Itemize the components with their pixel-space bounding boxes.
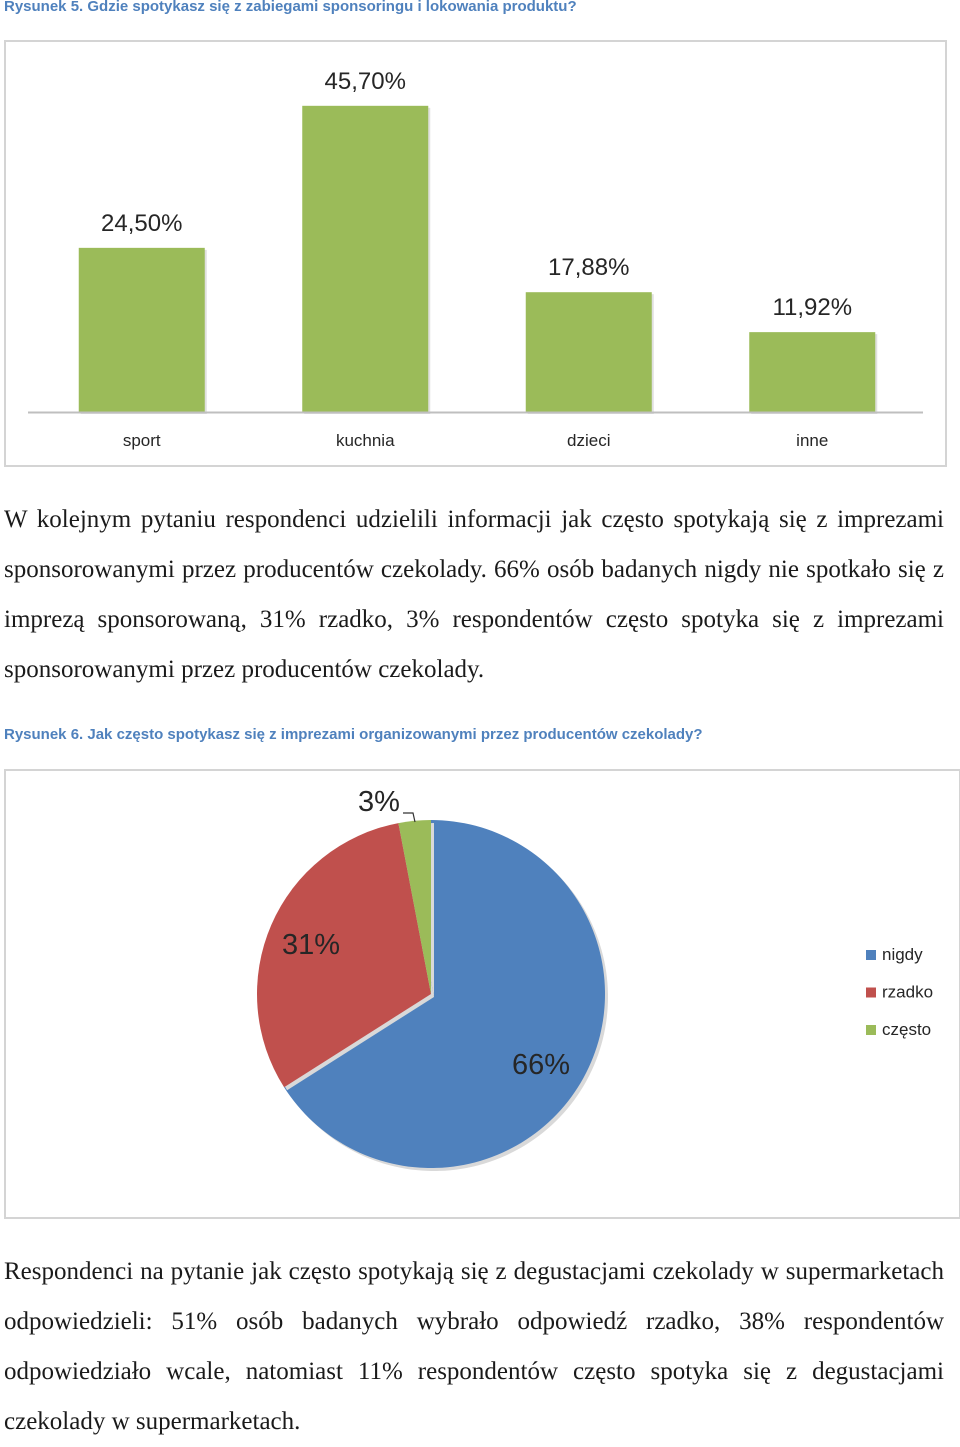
pie-chart <box>4 769 960 1219</box>
category-label: sport <box>122 431 161 450</box>
bar-sport <box>79 248 205 412</box>
paragraph-1: W kolejnym pytaniu respondenci udzielili informacji jak często spotykają się z imprezami sponsorowanymi przez producentów czekolady. 66% osób badanych nigdy nie spotkało się z imprezą sponsorowaną, 31% rzadko, 3% respondentów często spotyka się z imprezami sponsorowanymi przez producentów czekolady. <box>4 506 944 683</box>
category-label: inne <box>796 431 829 450</box>
leader-line <box>403 813 415 822</box>
legend-label: często <box>882 1020 932 1039</box>
bar-value-label: 11,92% <box>772 294 853 322</box>
pie-chart-svg <box>6 771 959 1217</box>
legend-label: rzadko <box>882 982 934 1002</box>
bar-dzieci <box>526 292 652 412</box>
bar-value-label: 17,88% <box>548 254 630 282</box>
bar-chart-svg <box>6 42 945 465</box>
category-label: dzieci <box>567 431 611 450</box>
legend-swatch-rzadko <box>866 988 876 998</box>
figure-6-caption: Rysunek 6. Jak często spotykasz się z imprezami organizowanymi przez producentów czekolady? <box>4 726 703 743</box>
bar-value-label: 45,70% <box>324 67 406 95</box>
pie-value-label: 3% <box>358 786 400 818</box>
figure-5-caption: Rysunek 5. Gdzie spotykasz się z zabiegami sponsoringu i lokowania produktu? <box>4 0 577 15</box>
paragraph-2: Respondenci na pytanie jak często spotykają się z degustacjami czekolady w supermarketach odpowiedzieli: 51% osób badanych wybrało odpowiedź rzadko, 38% respondentów odpowiedziało wcale, natomiast 11% respondentów często spotyka się z degustacjami czekolady w supermarketach. <box>4 1258 944 1435</box>
bar-inne <box>749 332 875 412</box>
bar-value-label: 24,50% <box>101 209 183 237</box>
legend-swatch-często <box>866 1025 876 1035</box>
pie-value-label: 31% <box>281 929 341 961</box>
bar-kuchnia <box>302 106 428 412</box>
bar-chart <box>4 40 947 467</box>
pie-value-label: 66% <box>511 1049 571 1081</box>
legend-label: nigdy <box>882 945 923 964</box>
legend-swatch-nigdy <box>866 950 876 960</box>
category-label: kuchnia <box>335 431 395 450</box>
